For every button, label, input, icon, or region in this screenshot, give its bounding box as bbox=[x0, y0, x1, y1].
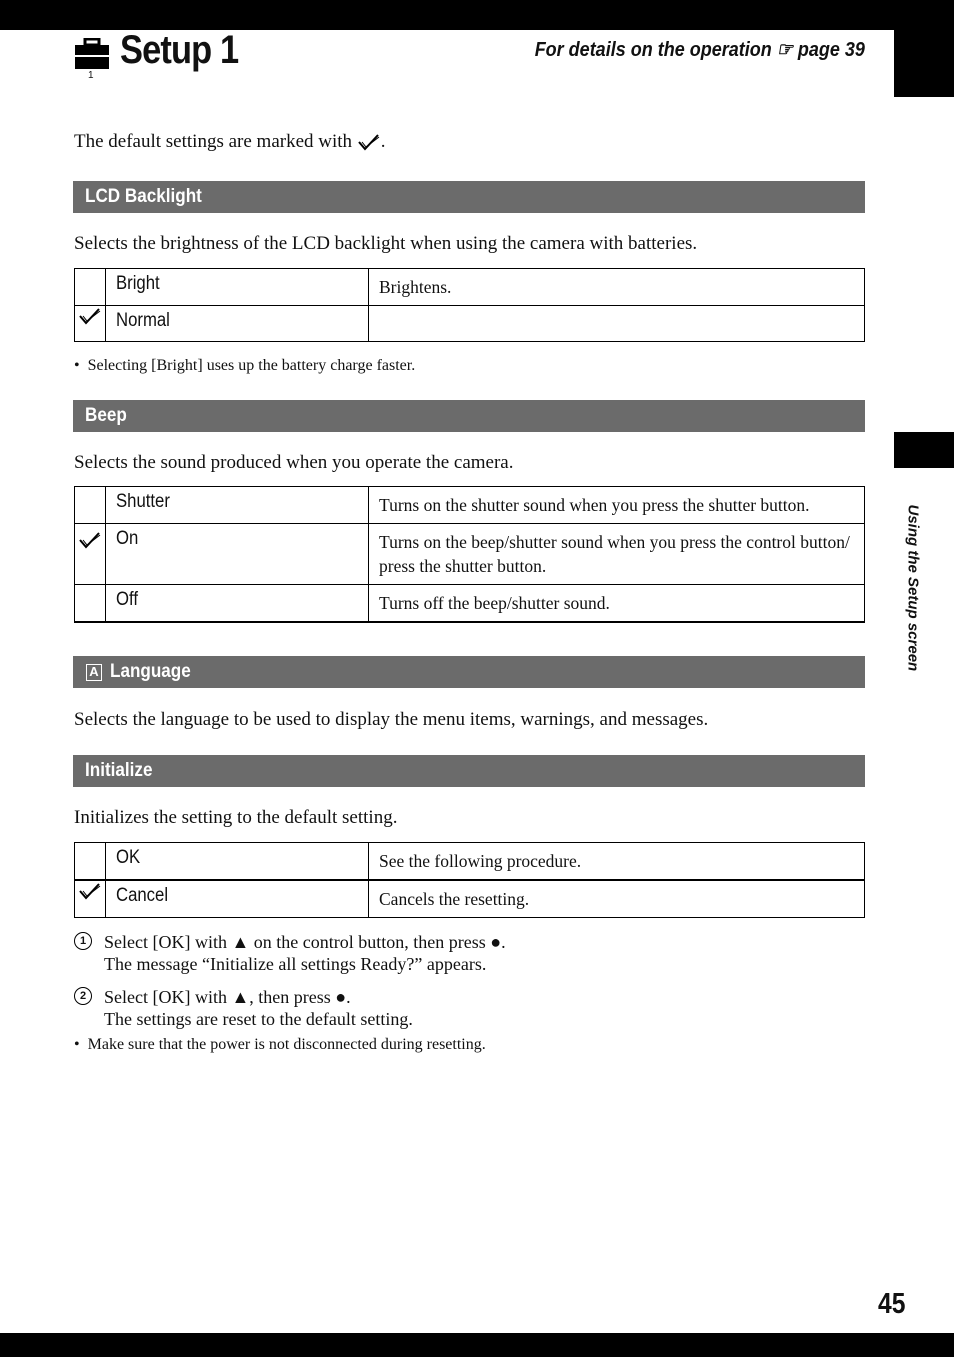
reference-hand-icon: ☞ bbox=[776, 39, 793, 61]
option-description: Turns on the beep/shutter sound when you press the control button/ press the shutter button. bbox=[369, 524, 865, 585]
corner-tab-marker bbox=[894, 30, 954, 97]
icon-subscript: 1 bbox=[88, 70, 94, 81]
option-name: Bright bbox=[106, 269, 369, 306]
option-description: See the following procedure. bbox=[369, 843, 865, 881]
beep-options-table bbox=[74, 486, 865, 623]
beep-description: Selects the sound produced when you operate the camera. bbox=[74, 452, 514, 473]
top-border-bar bbox=[0, 0, 954, 30]
step-instruction: Select [OK] with ▲, then press ●. bbox=[104, 987, 351, 1007]
option-name: Shutter bbox=[106, 487, 369, 524]
option-description bbox=[369, 306, 865, 342]
option-name: Cancel bbox=[106, 880, 369, 918]
lcd-note: • Selecting [Bright] uses up the battery charge faster. bbox=[74, 357, 416, 374]
section-title: Language bbox=[110, 661, 191, 682]
details-reference[interactable] bbox=[535, 37, 865, 62]
section-header-initialize bbox=[73, 755, 865, 787]
default-check-icon bbox=[78, 306, 102, 326]
option-description: Turns on the shutter sound when you press the shutter button. bbox=[369, 487, 865, 524]
option-name: On bbox=[106, 524, 369, 585]
details-prefix: For details on the operation bbox=[534, 39, 772, 61]
default-check-icon bbox=[357, 132, 381, 152]
option-description: Cancels the resetting. bbox=[369, 880, 865, 918]
check-cell bbox=[75, 585, 106, 623]
initialize-options-table bbox=[74, 842, 865, 918]
check-cell bbox=[75, 524, 106, 585]
table-row bbox=[75, 487, 865, 524]
option-name: Normal bbox=[106, 306, 369, 342]
section-header-lcd-backlight bbox=[73, 181, 865, 213]
language-description: Selects the language to be used to display the menu items, warnings, and messages. bbox=[74, 709, 709, 730]
option-description: Brightens. bbox=[369, 269, 865, 306]
page-title: Setup 1 bbox=[120, 28, 239, 72]
intro-text-after: . bbox=[380, 131, 386, 152]
section-title: Beep bbox=[85, 405, 127, 426]
section-title: Initialize bbox=[85, 760, 153, 781]
check-cell bbox=[75, 269, 106, 306]
details-page: page 39 bbox=[797, 39, 865, 61]
table-row bbox=[75, 843, 865, 881]
side-tab-label: Using the Setup screen bbox=[904, 504, 922, 672]
check-cell bbox=[75, 843, 106, 881]
step-result: The message “Initialize all settings Ready?” appears. bbox=[104, 954, 487, 974]
initialize-note: • Make sure that the power is not disconnected during resetting. bbox=[74, 1036, 486, 1053]
table-row bbox=[75, 524, 865, 585]
step-number: 2 bbox=[74, 987, 92, 1005]
step-result: The settings are reset to the default setting. bbox=[104, 1009, 413, 1029]
check-cell bbox=[75, 880, 106, 918]
check-cell bbox=[75, 487, 106, 524]
default-check-icon bbox=[78, 881, 102, 901]
section-header-beep bbox=[73, 400, 865, 432]
step-instruction: Select [OK] with ▲ on the control button, then press ●. bbox=[104, 932, 506, 952]
bottom-border-bar bbox=[0, 1333, 954, 1357]
step-number: 1 bbox=[74, 932, 92, 950]
default-check-icon bbox=[78, 530, 102, 550]
initialize-description: Initializes the setting to the default setting. bbox=[74, 807, 398, 828]
table-row bbox=[75, 306, 865, 342]
table-row bbox=[75, 269, 865, 306]
lcd-options-table bbox=[74, 268, 865, 342]
section-title: LCD Backlight bbox=[85, 186, 202, 207]
intro-text bbox=[74, 131, 386, 153]
table-row bbox=[75, 585, 865, 623]
check-cell bbox=[75, 306, 106, 342]
language-icon: A bbox=[86, 664, 102, 681]
intro-text-before: The default settings are marked with bbox=[74, 131, 353, 152]
option-name: Off bbox=[106, 585, 369, 623]
section-header-language bbox=[73, 656, 865, 688]
option-description: Turns off the beep/shutter sound. bbox=[369, 585, 865, 623]
lcd-description: Selects the brightness of the LCD backlight when using the camera with batteries. bbox=[74, 233, 698, 254]
option-name: OK bbox=[106, 843, 369, 881]
section-tab-marker bbox=[894, 432, 954, 468]
page-number: 45 bbox=[878, 1288, 906, 1320]
table-row bbox=[75, 880, 865, 918]
